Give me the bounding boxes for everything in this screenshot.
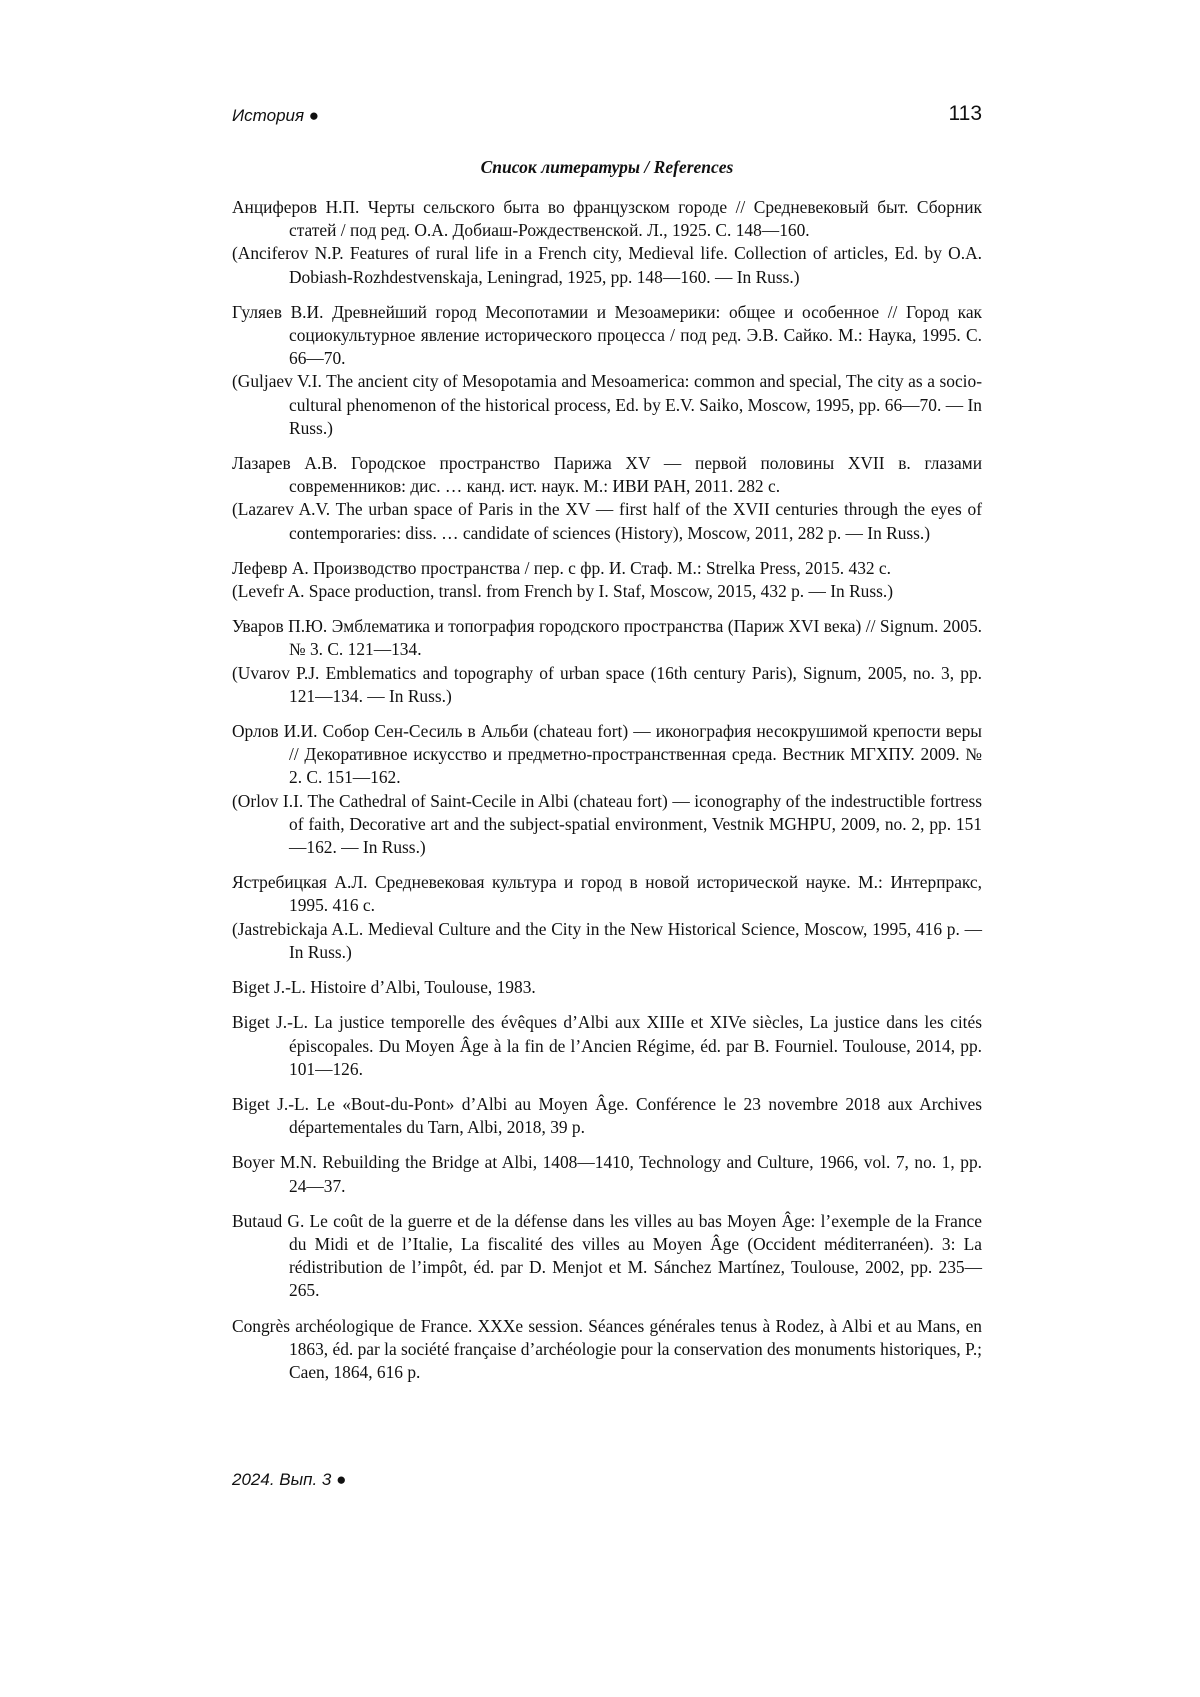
section-label: История ● [232,106,319,126]
reference-entry [232,1210,982,1303]
reference-entry [232,615,982,708]
running-header [232,102,982,134]
reference-entry [232,976,982,999]
reference-entry [232,1093,982,1139]
reference-entry [232,1315,982,1385]
journal-page [232,0,982,1697]
reference-original: Гуляев В.И. Древнейший город Месопотамии и Мезоамерики: общее и особенное // Город как социокультурное явление исторического процесса / под ред. Э.В. Сайко. М.: Наука, 1995. С. 66—70. [232,301,982,371]
reference-entry [232,1151,982,1197]
reference-original: Лазарев А.В. Городское пространство Парижа XV — первой половины XVII в. глазами современников: дис. … канд. ист. наук. М.: ИВИ РАН, 2011. 282 с. [232,452,982,498]
references-heading: Список литературы / References [232,157,982,178]
reference-original: Biget J.-L. Le «Bout-du-Pont» d’Albi au Moyen Âge. Conférence le 23 novembre 2018 aux Archives départementales du Tarn, Albi, 2018, 39 p. [232,1093,982,1139]
reference-transliteration: (Lazarev A.V. The urban space of Paris in the XV — first half of the XVII centuries through the eyes of contemporaries: diss. … candidate of sciences (History), Moscow, 2011, 282 p. — In Russ.) [232,498,982,544]
reference-entry [232,301,982,440]
reference-entry [232,1011,982,1081]
reference-entry [232,196,982,289]
reference-entry [232,720,982,859]
reference-original: Ястребицкая А.Л. Средневековая культура и город в новой исторической науке. М.: Интерпракс, 1995. 416 с. [232,871,982,917]
reference-transliteration: (Levefr A. Space production, transl. from French by I. Staf, Moscow, 2015, 432 p. — In Russ.) [232,580,982,603]
reference-entry [232,557,982,603]
reference-transliteration: (Orlov I.I. The Cathedral of Saint-Cecile in Albi (chateau fort) — iconography of the indestructible fortress of faith, Decorative art and the subject-spatial environment, Vestnik MGHPU, 2009, no. 2, pp. 151—162. — In Russ.) [232,790,982,860]
reference-original: Butaud G. Le coût de la guerre et de la défense dans les villes au bas Moyen Âge: l’exemple de la France du Midi et de l’Italie, La fiscalité des villes au Moyen Âge (Occident méditerranéen). 3: La rédistribution de l’impôt, éd. par D. Menjot et M. Sánchez Martínez, Toulouse, 2002, pp. 235—265. [232,1210,982,1303]
reference-list [232,196,982,1396]
reference-transliteration: (Uvarov P.J. Emblematics and topography of urban space (16th century Paris), Signum, 2005, no. 3, pp. 121—134. — In Russ.) [232,662,982,708]
reference-original: Орлов И.И. Собор Сен-Сесиль в Альби (chateau fort) — иконография несокрушимой крепости веры // Декоративное искусство и предметно-пространственная среда. Вестник МГХПУ. 2009. № 2. С. 151—162. [232,720,982,790]
reference-entry [232,452,982,545]
reference-original: Biget J.-L. Histoire d’Albi, Toulouse, 1983. [232,976,982,999]
reference-entry [232,871,982,964]
reference-original: Лефевр А. Производство пространства / пер. с фр. И. Стаф. М.: Strelka Press, 2015. 432 с. [232,557,982,580]
reference-original: Congrès archéologique de France. XXXe session. Séances générales tenus à Rodez, à Albi et au Mans, en 1863, éd. par la société française d’archéologie pour la conservation des monuments historiques, P.; Caen, 1864, 616 p. [232,1315,982,1385]
reference-original: Boyer M.N. Rebuilding the Bridge at Albi, 1408—1410, Technology and Culture, 1966, vol. 7, no. 1, pp. 24—37. [232,1151,982,1197]
reference-original: Biget J.-L. La justice temporelle des évêques d’Albi aux XIIIe et XIVe siècles, La justice dans les cités épiscopales. Du Moyen Âge à la fin de l’Ancien Régime, éd. par B. Fourniel. Toulouse, 2014, pp. 101—126. [232,1011,982,1081]
reference-original: Анциферов Н.П. Черты сельского быта во французском городе // Средневековый быт. Сборник статей / под ред. О.А. Добиаш-Рождественской. Л., 1925. С. 148—160. [232,196,982,242]
reference-original: Уваров П.Ю. Эмблематика и топография городского пространства (Париж XVI века) // Signum. 2005. № 3. С. 121—134. [232,615,982,661]
reference-transliteration: (Guljaev V.I. The ancient city of Mesopotamia and Mesoamerica: common and special, The city as a socio-cultural phenomenon of the historical process, Ed. by E.V. Saiko, Moscow, 1995, pp. 66—70. — In Russ.) [232,370,982,440]
reference-transliteration: (Anciferov N.P. Features of rural life in a French city, Medieval life. Collection of articles, Ed. by O.A. Dobiash-Rozhdestvenskaja, Leningrad, 1925, pp. 148—160. — In Russ.) [232,242,982,288]
reference-transliteration: (Jastrebickaja A.L. Medieval Culture and the City in the New Historical Science, Moscow, 1995, 416 p. — In Russ.) [232,918,982,964]
page-number: 113 [949,102,982,126]
issue-footer: 2024. Вып. 3 ● [232,1470,346,1490]
